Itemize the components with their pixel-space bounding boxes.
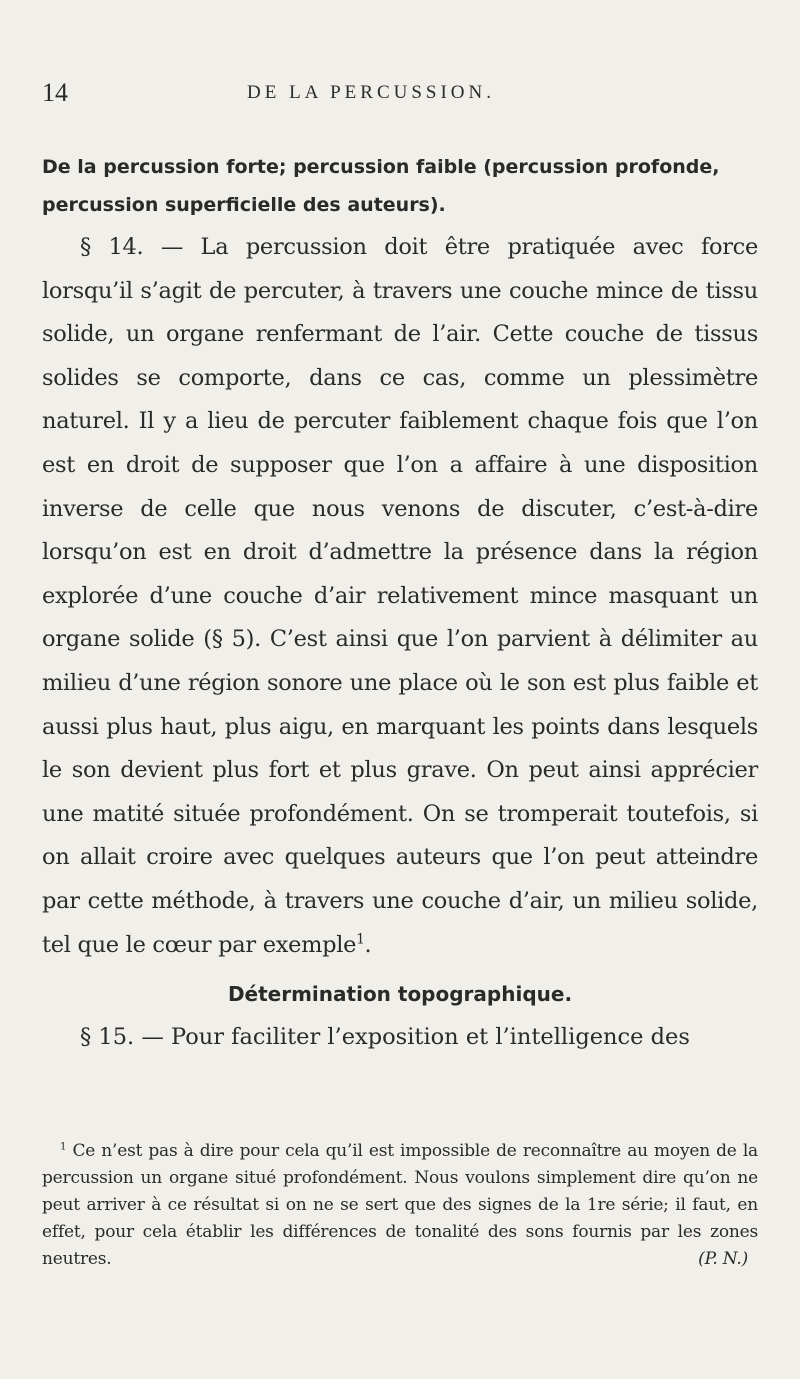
section-15-paragraph: § 15. — Pour faciliter l’exposition et l’intelligence des [80, 1024, 690, 1051]
subheading: Détermination topographique. [227, 982, 573, 1007]
main-text [42, 148, 758, 1057]
running-header [42, 78, 760, 118]
running-title: DE LA PERCUSSION. [247, 82, 495, 103]
footnote-text: Ce n’est pas à dire pour cela qu’il est impossible de reconnaître au moyen de la percussion un organe situé profondément. Nous voulons simplement dire qu’on ne peut arriver à ce résultat si on ne se sert que des signes de la 1re série; il faut, en effet, pour cela établir les différences de tonalité des sons fournis par les zones neutres. [42, 1141, 758, 1269]
footnote-marker: 1 [60, 1141, 67, 1153]
section-14-paragraph: § 14. — La percussion doit être pratiquée avec force lorsqu’il s’agit de percuter, à travers une couche mince de tissu solide, un organe renfermant de l’air. Cette couche de tissus solides se comporte, dans ce cas, comme un plessimètre naturel. Il y a lieu de percuter faiblement chaque fois que l’on est en droit de supposer que l’on a affaire à une disposition inverse de celle que nous venons de discuter, c’est-à-dire lorsqu’on est en droit d’admettre la présence dans la région explorée d’une couche d’air relativement mince masquant un organe solide (§ 5). C’est ainsi que l’on parvient à délimiter au milieu d’une région sonore une place où le son est plus faible et aussi plus haut, plus aigu, en marquant les points dans lesquels le son devient plus fort et plus grave. On peut ainsi apprécier une matité située profondément. On se tromperait toutefois, si on allait croire avec quelques auteurs que l’on peut atteindre par cette méthode, à travers une couche d’air, un milieu solide, tel que le cœur par exemple$^1$. [42, 234, 758, 958]
page-number: 14 [42, 78, 68, 107]
paragraph-text: § 14. — La percussion doit être pratiquée avec force lorsqu’il s’agit de percuter, à travers une couche mince de tissu solide, un organe renfermant de l’air. Cette couche de tissus solides se comporte, dans ce cas, comme un plessimètre naturel. Il y a lieu de percuter faiblement chaque fois que l’on est en droit de supposer que l’on a affaire à une disposition inverse de celle que nous venons de discuter, c’est-à-dire lorsqu’on est en droit d’admettre la présence dans la région explorée d’une couche d’air relativement mince masquant un organe solide (§ 5). C’est ainsi que l’on parvient à délimiter au milieu d’une région sonore une place où le son est plus faible et aussi plus haut, plus aigu, en marquant les points dans lesquels le son devient plus fort et plus grave. On peut ainsi apprécier une matité située profondément. On se tromperait toutefois, si on allait croire avec quelques auteurs que l’on peut atteindre par cette méthode, à travers une couche d’air, un milieu solide, tel que le cœur par exemple [42, 234, 758, 958]
footnote-reference: 1 [356, 931, 365, 947]
section-heading: De la percussion forte; percussion faible (percussion profonde, percussion superficielle des auteurs). [42, 156, 720, 216]
footnote-signature: (P. N.) [698, 1249, 748, 1269]
footnote [42, 1138, 758, 1273]
